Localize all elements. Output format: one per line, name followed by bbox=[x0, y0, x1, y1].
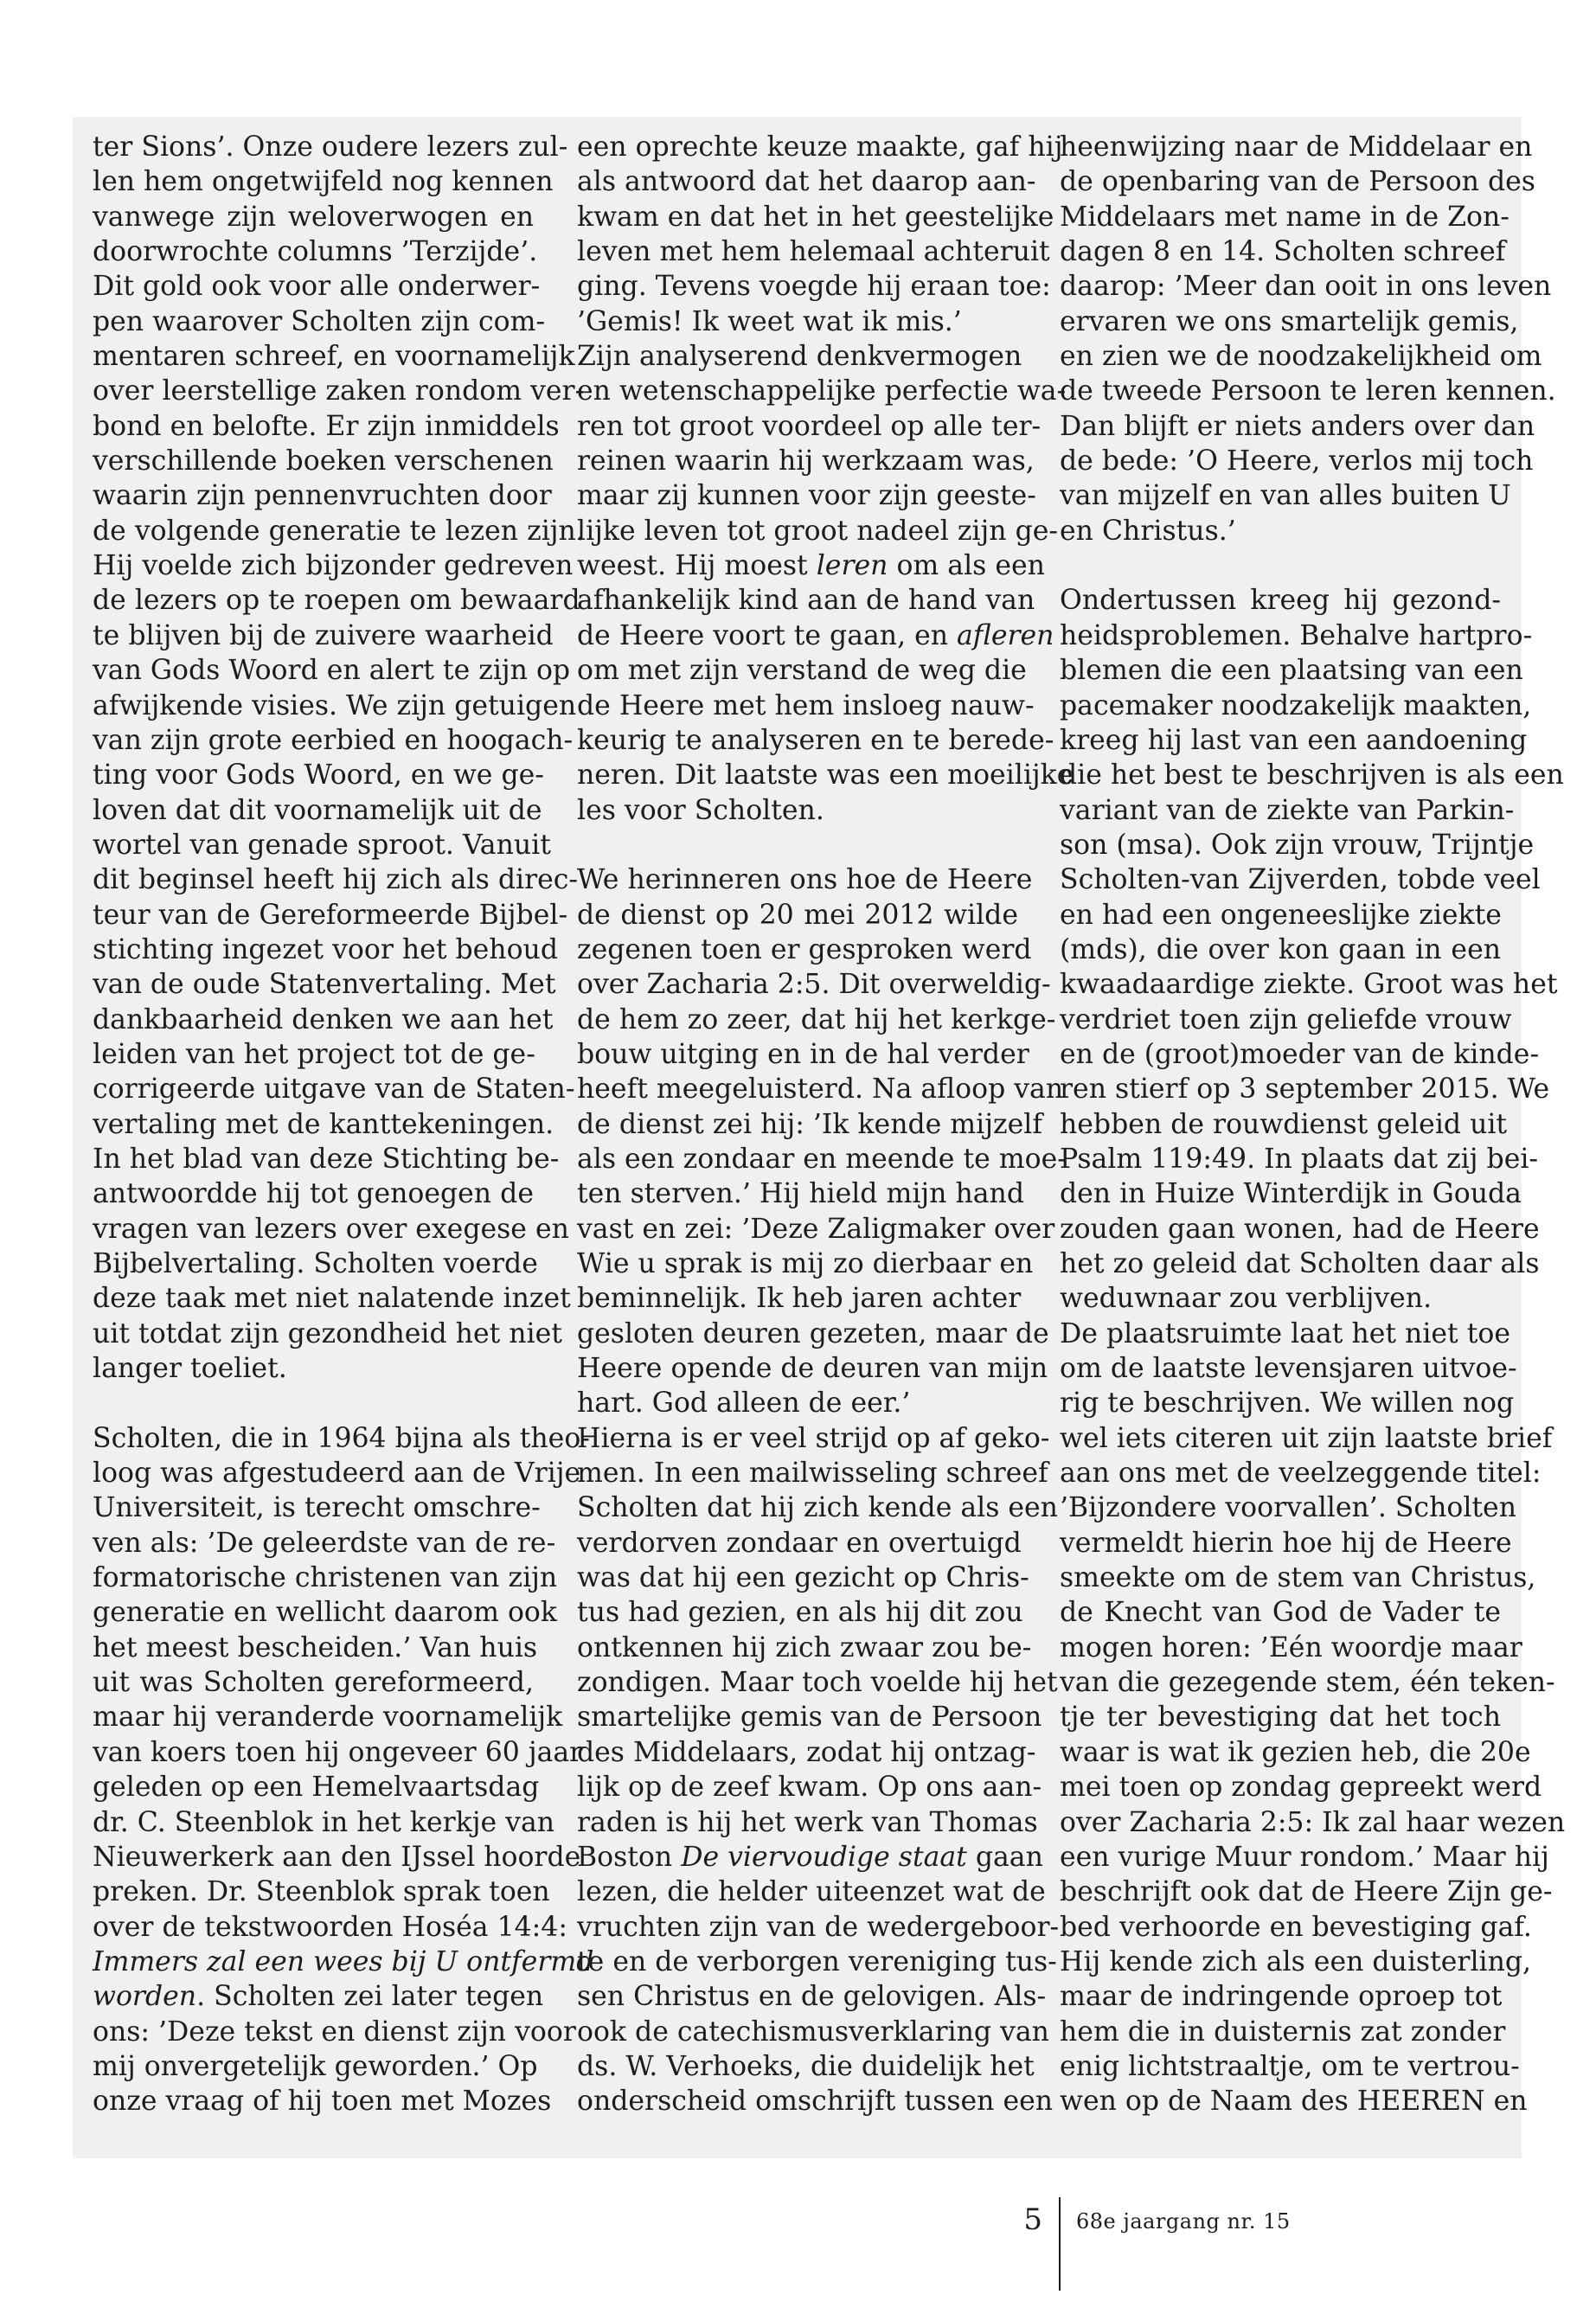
text-line: Bijbelvertaling. Scholten voerde bbox=[93, 1248, 538, 1279]
text-line: raden is hij het werk van Thomas bbox=[577, 1806, 1038, 1838]
text-line: rig te beschrijven. We willen nog bbox=[1060, 1388, 1515, 1420]
text-line: weduwnaar zou verblijven. bbox=[1060, 1283, 1433, 1315]
text-line: deze taak met niet nalatende inzet bbox=[93, 1283, 571, 1315]
text-line: te en de verborgen vereniging tus- bbox=[577, 1945, 1057, 1977]
article-column-1 bbox=[93, 130, 594, 2119]
text-line: Heere opende de deuren van mijn bbox=[577, 1353, 1048, 1385]
text-line: len hem ongetwijfeld nog kennen bbox=[93, 166, 554, 198]
text-line: maar de indringende oproep tot bbox=[1060, 1981, 1503, 2013]
text-line: zondigen. Maar toch voelde hij het bbox=[577, 1667, 1058, 1699]
text-line: om de laatste levensjaren uitvoe- bbox=[1060, 1353, 1517, 1385]
text-line: hem die in duisternis zat zonder bbox=[1060, 2016, 1506, 2048]
text-line: de dienst zei hij: ’Ik kende mijzelf bbox=[577, 1108, 1042, 1140]
text-line: een oprechte keuze maakte, gaf hij bbox=[577, 131, 1063, 163]
text-line: uit was Scholten gereformeerd, bbox=[93, 1667, 534, 1699]
text-line: geleden op een Hemelvaartsdag bbox=[93, 1772, 540, 1804]
paragraph-gap bbox=[577, 828, 1018, 862]
text-line: ter Sions’. Onze oudere lezers zul- bbox=[93, 131, 568, 163]
text-line: maar zij kunnen voor zijn geeste- bbox=[577, 480, 1036, 512]
text-line: Universiteit, is terecht omschre- bbox=[93, 1492, 541, 1524]
text-line: de Knecht van God de Vader te bbox=[1060, 1597, 1501, 1629]
text-line: aan ons met de veelzeggende titel: bbox=[1060, 1458, 1542, 1490]
text-line: ook de catechismusverklaring van bbox=[577, 2016, 1049, 2048]
text-line: over leerstellige zaken rondom ver- bbox=[93, 375, 585, 407]
text-line: wortel van genade sproot. Vanuit bbox=[93, 829, 551, 861]
paragraph-gap bbox=[93, 1386, 534, 1420]
text-line: onderscheid omschrijft tussen een bbox=[577, 2086, 1054, 2118]
text-line: wen op de Naam des HEEREN en bbox=[1060, 2086, 1528, 2118]
text-line: ging. Tevens voegde hij eraan toe: bbox=[577, 271, 1051, 303]
text-line: dagen 8 en 14. Scholten schreef bbox=[1060, 236, 1506, 268]
paragraph-gap bbox=[1060, 548, 1501, 583]
text-line: zouden gaan wonen, had de Heere bbox=[1060, 1213, 1540, 1245]
text-line: kreeg hij last van een aandoening bbox=[1060, 724, 1528, 756]
text-line: mentaren schreef, en voornamelijk bbox=[93, 341, 575, 373]
text-line: over de tekstwoorden Hoséa 14:4: bbox=[93, 1911, 567, 1943]
text-line: de volgende generatie te lezen zijn. bbox=[93, 515, 585, 547]
text-line: weest. Hij moest leren om als een bbox=[577, 550, 1045, 582]
text-line: dr. C. Steenblok in het kerkje van bbox=[93, 1806, 555, 1838]
page-footer bbox=[0, 2197, 1596, 2292]
text-line: Zijn analyserend denkvermogen bbox=[577, 341, 1022, 373]
text-line: gesloten deuren gezeten, maar de bbox=[577, 1317, 1049, 1349]
text-line: heidsproblemen. Behalve hartpro- bbox=[1060, 619, 1533, 651]
text-line: vanwege zijn weloverwogen en bbox=[93, 201, 534, 233]
text-line: corrigeerde uitgave van de Staten- bbox=[93, 1074, 575, 1106]
text-line: een vurige Muur rondom.’ Maar hij bbox=[1060, 1841, 1549, 1873]
text-line: des Middelaars, zodat hij ontzag- bbox=[577, 1736, 1036, 1768]
text-line: beschrijft ook dat de Heere Zijn ge- bbox=[1060, 1876, 1553, 1908]
text-line: les voor Scholten. bbox=[577, 794, 824, 826]
text-line: pen waarover Scholten zijn com- bbox=[93, 305, 546, 337]
text-line: loog was afgestudeerd aan de Vrije bbox=[93, 1458, 581, 1490]
text-line: Scholten, die in 1964 bijna als theo- bbox=[93, 1422, 590, 1454]
text-line: neren. Dit laatste was een moeilijke bbox=[577, 760, 1074, 792]
text-line: verdriet toen zijn geliefde vrouw bbox=[1060, 1003, 1512, 1035]
text-line: blemen die een plaatsing van een bbox=[1060, 655, 1523, 687]
text-line: Dan blijft er niets anders over dan bbox=[1060, 410, 1535, 442]
page-number: 5 bbox=[1023, 2202, 1042, 2237]
text-line: dankbaarheid denken we aan het bbox=[93, 1003, 554, 1035]
text-line: ervaren we ons smartelijk gemis, bbox=[1060, 305, 1519, 337]
text-line: In het blad van deze Stichting be- bbox=[93, 1143, 560, 1175]
text-line: van koers toen hij ongeveer 60 jaar bbox=[93, 1736, 583, 1768]
text-line: ting voor Gods Woord, en we ge- bbox=[93, 760, 544, 792]
text-line: hart. God alleen de eer.’ bbox=[577, 1388, 911, 1420]
text-line: tus had gezien, en als hij dit zou bbox=[577, 1597, 1023, 1629]
text-line: langer toeliet. bbox=[93, 1353, 287, 1385]
text-line: (mds), die over kon gaan in een bbox=[1060, 933, 1501, 965]
text-line: van die gezegende stem, één teken- bbox=[1060, 1667, 1555, 1699]
text-line: de Heere met hem insloeg nauw- bbox=[577, 689, 1035, 721]
text-line: Scholten dat hij zich kende als een bbox=[577, 1492, 1058, 1524]
text-line: kwaadaardige ziekte. Groot was het bbox=[1060, 969, 1558, 1001]
text-line: Hij kende zich als een duisterling, bbox=[1060, 1945, 1532, 1977]
text-line: wel iets citeren uit zijn laatste brief bbox=[1060, 1422, 1553, 1454]
text-line: worden. Scholten zei later tegen bbox=[93, 1981, 544, 2013]
text-line: van de oude Statenvertaling. Met bbox=[93, 969, 556, 1001]
text-line: zegenen toen er gesproken werd bbox=[577, 933, 1032, 965]
text-line: ren stierf op 3 september 2015. We bbox=[1060, 1074, 1550, 1106]
text-line: son (msa). Ook zijn vrouw, Trijntje bbox=[1060, 829, 1535, 861]
text-line: en had een ongeneeslijke ziekte bbox=[1060, 899, 1502, 931]
text-line: Nieuwerkerk aan den IJssel hoorde bbox=[93, 1841, 581, 1873]
text-line: kwam en dat het in het geestelijke bbox=[577, 201, 1054, 233]
text-line: heenwijzing naar de Middelaar en bbox=[1060, 131, 1533, 163]
text-line: antwoordde hij tot genoegen de bbox=[93, 1178, 534, 1210]
text-line: ’Bijzondere voorvallen’. Scholten bbox=[1060, 1492, 1516, 1524]
text-line: en zien we de noodzakelijkheid om bbox=[1060, 341, 1542, 373]
text-line: het zo geleid dat Scholten daar als bbox=[1060, 1248, 1540, 1279]
text-line: waar is wat ik gezien heb, die 20e bbox=[1060, 1736, 1531, 1768]
text-line: We herinneren ons hoe de Heere bbox=[577, 864, 1033, 896]
text-line: reinen waarin hij werkzaam was, bbox=[577, 445, 1035, 478]
text-line: afwijkende visies. We zijn getuigen bbox=[93, 689, 577, 721]
text-line: Hij voelde zich bijzonder gedreven bbox=[93, 550, 574, 582]
text-line: stichting ingezet voor het behoud bbox=[93, 933, 559, 965]
text-line: en de (groot)moeder van de kinde- bbox=[1060, 1038, 1540, 1070]
text-line: Scholten-van Zijverden, tobde veel bbox=[1060, 864, 1541, 896]
issue-info: 68e jaargang nr. 15 bbox=[1076, 2209, 1291, 2234]
text-line: lijk op de zeef kwam. Op ons aan- bbox=[577, 1772, 1042, 1804]
text-line: te blijven bij de zuivere waarheid bbox=[93, 619, 554, 651]
text-line: over Zacharia 2:5. Dit overweldig- bbox=[577, 969, 1051, 1001]
text-line: heeft meegeluisterd. Na afloop van bbox=[577, 1074, 1064, 1106]
scripture-citation: Immers zal een wees bij U ontfermd bbox=[93, 1945, 594, 1977]
text-line: vertaling met de kanttekeningen. bbox=[93, 1108, 554, 1140]
text-line: preken. Dr. Steenblok sprak toen bbox=[93, 1876, 550, 1908]
article-column-2 bbox=[577, 130, 1074, 2119]
text-line: waarin zijn pennenvruchten door bbox=[93, 480, 552, 512]
text-line: generatie en wellicht daarom ook bbox=[93, 1597, 557, 1629]
text-line: als antwoord dat het daarop aan- bbox=[577, 166, 1036, 198]
text-line: De plaatsruimte laat het niet toe bbox=[1060, 1317, 1510, 1349]
text-line: formatorische christenen van zijn bbox=[93, 1562, 558, 1594]
text-line: als een zondaar en meende te moe- bbox=[577, 1143, 1067, 1175]
text-line: van Gods Woord en alert te zijn op bbox=[93, 655, 571, 687]
text-line: en wetenschappelijke perfectie wa- bbox=[577, 375, 1067, 407]
text-line: en Christus.’ bbox=[1060, 515, 1236, 547]
text-line: ds. W. Verhoeks, die duidelijk het bbox=[577, 2050, 1035, 2082]
text-line: van mijzelf en van alles buiten U bbox=[1060, 480, 1511, 512]
text-line: afhankelijk kind aan de hand van bbox=[577, 585, 1035, 617]
text-line: smeekte om de stem van Christus, bbox=[1060, 1562, 1536, 1594]
text-line: sen Christus en de gelovigen. Als- bbox=[577, 1981, 1047, 2013]
text-line: Middelaars met name in de Zon- bbox=[1060, 201, 1509, 233]
text-line: ’Gemis! Ik weet wat ik mis.’ bbox=[577, 305, 962, 337]
text-line: lezen, die helder uiteenzet wat de bbox=[577, 1876, 1046, 1908]
text-line: Wie u sprak is mij zo dierbaar en bbox=[577, 1248, 1034, 1279]
text-line: keurig te analyseren en te berede- bbox=[577, 724, 1054, 756]
text-line: den in Huize Winterdijk in Gouda bbox=[1060, 1178, 1522, 1210]
text-line: mogen horen: ’Eén woordje maar bbox=[1060, 1631, 1522, 1663]
text-line: bed verhoorde en bevestiging gaf. bbox=[1060, 1911, 1532, 1943]
text-line: men. In een mailwisseling schreef bbox=[577, 1458, 1048, 1490]
text-line: maar hij veranderde voornamelijk bbox=[93, 1702, 563, 1734]
text-line: uit totdat zijn gezondheid het niet bbox=[93, 1317, 562, 1349]
text-line: variant van de ziekte van Parkin- bbox=[1060, 794, 1515, 826]
article-column-3 bbox=[1060, 130, 1566, 2119]
text-line: daarop: ’Meer dan ooit in ons leven bbox=[1060, 271, 1552, 303]
text-line: ons: ’Deze tekst en dienst zijn voor bbox=[93, 2016, 576, 2048]
text-line: ven als: ’De geleerdste van de re- bbox=[93, 1527, 556, 1559]
text-line: doorwrochte columns ’Terzijde’. bbox=[93, 236, 538, 268]
text-line: dit beginsel heeft hij zich als direc- bbox=[93, 864, 579, 896]
text-line: over Zacharia 2:5: Ik zal haar wezen bbox=[1060, 1806, 1566, 1838]
text-line: onze vraag of hij toen met Mozes bbox=[93, 2086, 552, 2118]
text-line: vruchten zijn van de wedergeboor- bbox=[577, 1911, 1060, 1943]
text-line: mei toen op zondag gepreekt werd bbox=[1060, 1772, 1542, 1804]
text-line: ontkennen hij zich zwaar zou be- bbox=[577, 1631, 1032, 1663]
text-line: het meest bescheiden.’ Van huis bbox=[93, 1631, 538, 1663]
text-line: die het best te beschrijven is als een bbox=[1060, 760, 1564, 792]
text-line: de lezers op te roepen om bewaard bbox=[93, 585, 580, 617]
text-line: ten sterven.’ Hij hield mijn hand bbox=[577, 1178, 1024, 1210]
text-line: de tweede Persoon te leren kennen. bbox=[1060, 375, 1556, 407]
text-line: vast en zei: ’Deze Zaligmaker over bbox=[577, 1213, 1055, 1245]
text-line: Psalm 119:49. In plaats dat zij bei- bbox=[1060, 1143, 1539, 1175]
text-line: enig lichtstraaltje, om te vertrou- bbox=[1060, 2050, 1520, 2082]
text-line: leven met hem helemaal achteruit bbox=[577, 236, 1050, 268]
footer-divider bbox=[1059, 2197, 1061, 2291]
text-line: vermeldt hierin hoe hij de Heere bbox=[1060, 1527, 1512, 1559]
text-line: smartelijke gemis van de Persoon bbox=[577, 1702, 1042, 1734]
text-line: de bede: ’O Heere, verlos mij toch bbox=[1060, 445, 1534, 478]
text-line: Ondertussen kreeg hij gezond- bbox=[1060, 585, 1501, 617]
text-line bbox=[93, 1945, 594, 1979]
text-line: de openbaring van de Persoon des bbox=[1060, 166, 1535, 198]
text-line: van zijn grote eerbied en hoogach- bbox=[93, 724, 574, 756]
text-line: ren tot groot voordeel op alle ter- bbox=[577, 410, 1042, 442]
text-line: de dienst op 20 mei 2012 wilde bbox=[577, 899, 1018, 931]
text-line: pacemaker noodzakelijk maakten, bbox=[1060, 689, 1532, 721]
text-line: leiden van het project tot de ge- bbox=[93, 1038, 535, 1070]
text-line: bond en belofte. Er zijn inmiddels bbox=[93, 410, 560, 442]
text-line: de hem zo zeer, dat hij het kerkge- bbox=[577, 1003, 1056, 1035]
text-line: teur van de Gereformeerde Bijbel- bbox=[93, 899, 568, 931]
text-line: verdorven zondaar en overtuigd bbox=[577, 1527, 1022, 1559]
text-line: om met zijn verstand de weg die bbox=[577, 655, 1027, 687]
text-line: lijke leven tot groot nadeel zijn ge- bbox=[577, 515, 1059, 547]
text-line: verschillende boeken verschenen bbox=[93, 445, 554, 478]
text-line: bouw uitging en in de hal verder bbox=[577, 1038, 1029, 1070]
text-line: de Heere voort te gaan, en afleren bbox=[577, 619, 1054, 651]
text-line: Dit gold ook voor alle onderwer- bbox=[93, 271, 541, 303]
text-line: was dat hij een gezicht op Chris- bbox=[577, 1562, 1029, 1594]
text-line: loven dat dit voornamelijk uit de bbox=[93, 794, 542, 826]
text-line: vragen van lezers over exegese en bbox=[93, 1213, 569, 1245]
text-line: mij onvergetelijk geworden.’ Op bbox=[93, 2050, 538, 2082]
text-line: Boston De viervoudige staat gaan bbox=[577, 1841, 1043, 1873]
text-line: beminnelijk. Ik heb jaren achter bbox=[577, 1283, 1022, 1315]
text-line: Hierna is er veel strijd op af geko- bbox=[577, 1422, 1050, 1454]
text-line: tje ter bevestiging dat het toch bbox=[1060, 1702, 1501, 1734]
text-line: hebben de rouwdienst geleid uit bbox=[1060, 1108, 1508, 1140]
